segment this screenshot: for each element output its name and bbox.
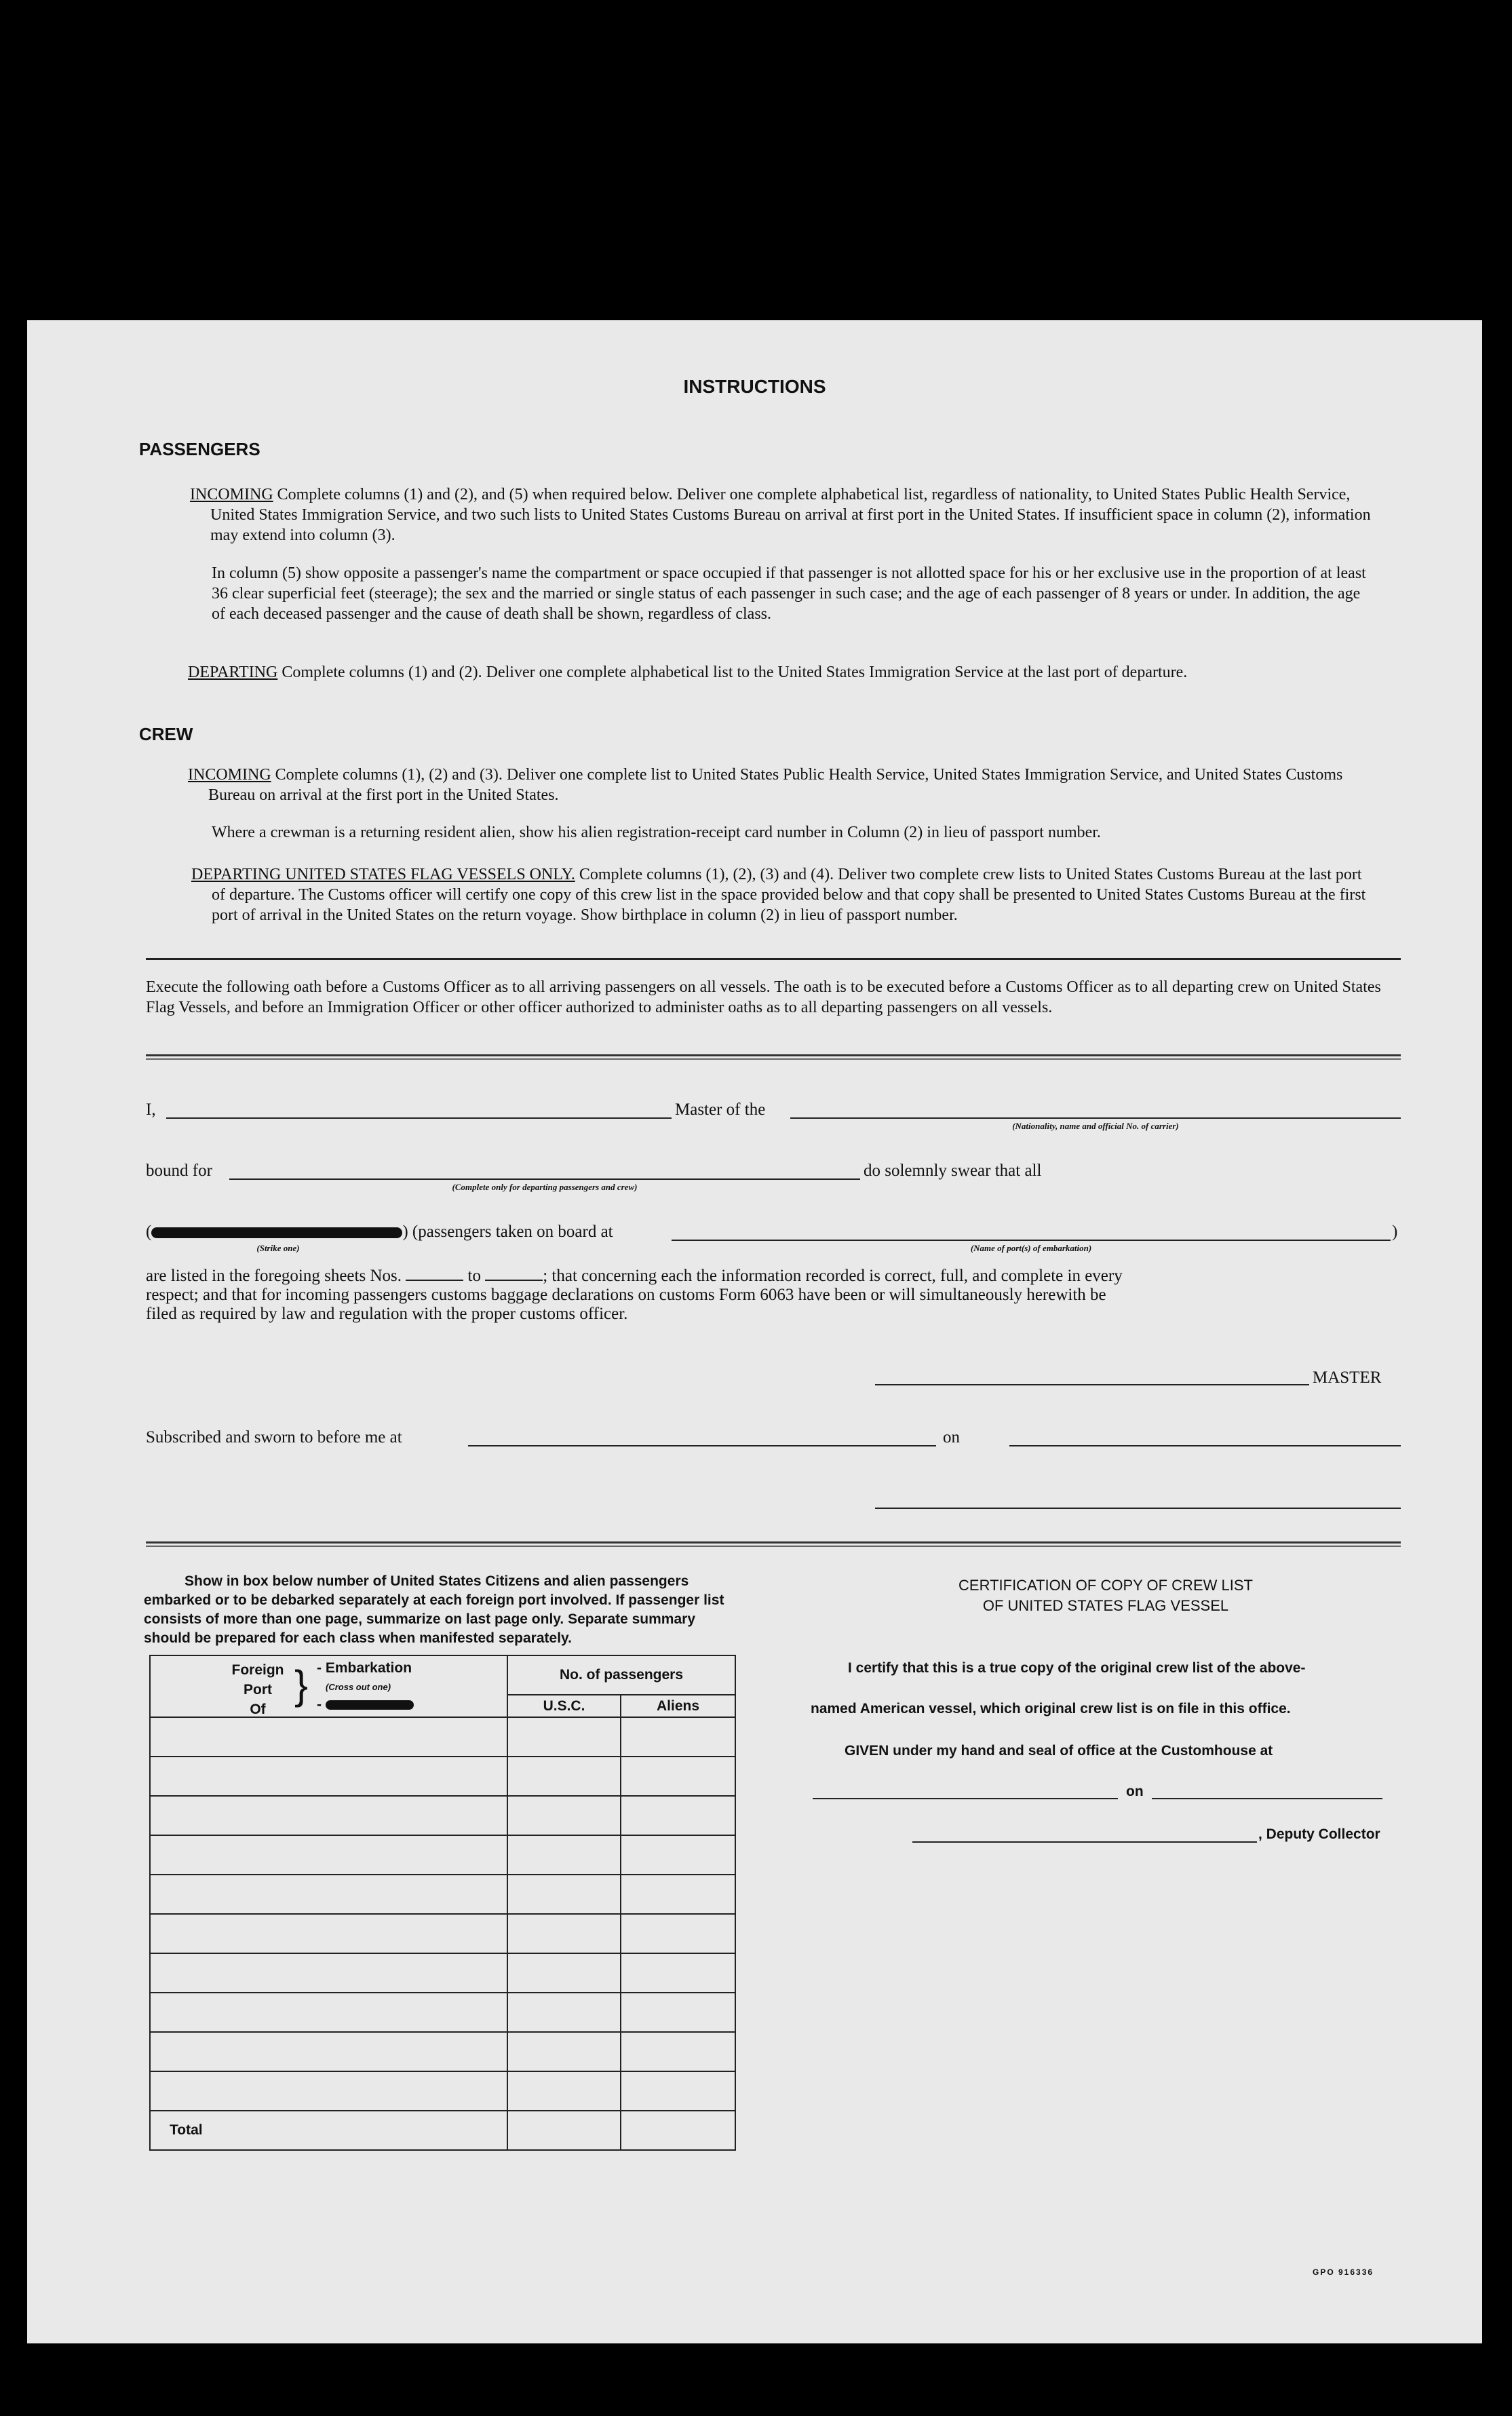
passengers-departing-text: Complete columns (1) and (2). Deliver one complete alphabetical list to the United States Immigration Service at the last port of departure. (277, 664, 1188, 681)
table-row (150, 1757, 735, 1796)
i-label: I, (146, 1100, 156, 1119)
gpo-code: GPO 916336 (1313, 2267, 1374, 2277)
swear-label: do solemnly swear that all (864, 1162, 1042, 1180)
table-row (150, 1993, 735, 2032)
redacted-mark (151, 1227, 402, 1238)
sworn-on-label: on (943, 1428, 960, 1446)
cert-date-field[interactable] (1152, 1798, 1382, 1799)
port-cell[interactable] (150, 1875, 507, 1914)
customhouse-field[interactable] (813, 1798, 1118, 1799)
port-cell[interactable] (150, 1953, 507, 1993)
table-row (150, 1796, 735, 1835)
aliens-cell[interactable] (621, 2032, 735, 2071)
no-passengers-header: No. of passengers (507, 1655, 735, 1695)
sheet-from-field[interactable] (406, 1280, 463, 1281)
master-label: MASTER (1313, 1368, 1382, 1387)
bound-for-label: bound for (146, 1162, 212, 1180)
divider (146, 1541, 1401, 1547)
port-cell[interactable] (150, 2032, 507, 2071)
passengers-heading: PASSENGERS (139, 439, 260, 459)
usc-cell[interactable] (507, 1717, 621, 1757)
column5-text: In column (5) show opposite a passenger's name the compartment or space occupied if that passenger is not allotted space for his or her exclusive use in the proportion of at least 36 clear superficial feet (steerage); the sex and the married or single status of each passenger in such case; and the age of each passenger of 8 years or under. In addition, the age of each deceased passenger and the cause of death shall be shown, regardless of class. (212, 564, 1366, 623)
certify-line3: GIVEN under my hand and seal of office at the Customhouse at (845, 1743, 1273, 1759)
summary-note: Show in box below number of United States Citizens and alien passengers embarked or to be debarked separately at each foreign port involved. If passenger list consists of more than one page, summarize on last page only. Separate summary should be prepared for each class when manifested separately. (144, 1573, 724, 1646)
passengers-incoming-paragraph (190, 484, 1374, 545)
crew-departing-text: Complete columns (1), (2), (3) and (4). Deliver two complete crew lists to United States Customs Bureau at the last port of departure. The Customs officer will certify one copy of this crew list in the space provided below and that copy shall be presented to United States Customs Bureau at the first port of arrival in the United States on the return voyage. Show birthplace in column (2) in lieu of passport number. (212, 866, 1366, 924)
deputy-signature-field[interactable] (912, 1841, 1257, 1843)
bound-for-field[interactable] (229, 1178, 860, 1180)
sworn-place-field[interactable] (468, 1445, 936, 1446)
table-row (150, 2032, 735, 2071)
paren-close: ) (1392, 1223, 1398, 1241)
instructions-title: INSTRUCTIONS (683, 376, 826, 397)
carrier-field[interactable] (790, 1117, 1401, 1119)
aliens-total-cell[interactable] (621, 2111, 735, 2150)
listed-rest: ; that concerning each the information recorded is correct, full, and complete in every (543, 1267, 1123, 1285)
crew-passengers-choice (146, 1223, 613, 1242)
master-of-label: Master of the (675, 1100, 766, 1119)
embarkation-label: - Embarkation (317, 1660, 412, 1676)
passengers-incoming-label: INCOMING (190, 486, 273, 503)
foreign-label: Foreign (231, 1662, 284, 1678)
foreign-port-header (150, 1655, 507, 1717)
table-row (150, 1875, 735, 1914)
total-row (150, 2111, 735, 2150)
usc-cell[interactable] (507, 1953, 621, 1993)
cert-on-label: on (1126, 1784, 1144, 1799)
form-page (27, 320, 1482, 2343)
usc-cell[interactable] (507, 1796, 621, 1835)
listed-line2: respect; and that for incoming passengers customs baggage declarations on customs Form 6063 have been or will simultaneously herewith be (146, 1286, 1106, 1304)
usc-cell[interactable] (507, 1993, 621, 2032)
table-row (150, 1953, 735, 1993)
crewman-paragraph (212, 822, 1374, 843)
certify-line1: I certify that this is a true copy of the original crew list of the above- (848, 1660, 1306, 1676)
certification-title-line2: OF UNITED STATES FLAG VESSEL (982, 1597, 1229, 1614)
aliens-cell[interactable] (621, 1993, 735, 2032)
officer-signature-field[interactable] (875, 1508, 1401, 1509)
aliens-cell[interactable] (621, 1796, 735, 1835)
table-row (150, 2071, 735, 2111)
column5-paragraph (212, 563, 1374, 624)
aliens-cell[interactable] (621, 1914, 735, 1953)
crew-heading: CREW (139, 724, 193, 744)
usc-cell[interactable] (507, 1914, 621, 1953)
crew-departing-label: DEPARTING UNITED STATES FLAG VESSELS ONLY. (191, 866, 575, 883)
deputy-collector-label: , Deputy Collector (1258, 1826, 1380, 1842)
total-label: Total (150, 2111, 507, 2150)
aliens-cell[interactable] (621, 1953, 735, 1993)
passenger-summary-table (149, 1655, 736, 2151)
aliens-cell[interactable] (621, 1875, 735, 1914)
usc-cell[interactable] (507, 1835, 621, 1875)
complete-only-caption: (Complete only for departing passengers and crew) (452, 1182, 638, 1192)
oath-intro: Execute the following oath before a Customs Officer as to all arriving passengers on all vessels. The oath is to be executed before a Customs Officer as to all departing crew on United States Flag Vessels, and before an Immigration Officer or other officer authorized to administer oaths as to all departing passengers on all vessels. (146, 978, 1381, 1016)
table-row (150, 1717, 735, 1757)
listed-line3: filed as required by law and regulation with the proper customs officer. (146, 1305, 628, 1323)
aliens-cell[interactable] (621, 1835, 735, 1875)
certification-title-line1: CERTIFICATION OF COPY OF CREW LIST (958, 1577, 1253, 1594)
port-cell[interactable] (150, 1993, 507, 2032)
port-cell[interactable] (150, 1717, 507, 1757)
crew-incoming-paragraph (188, 765, 1374, 805)
divider (146, 1054, 1401, 1060)
divider (146, 958, 1401, 960)
usc-header: U.S.C. (507, 1695, 621, 1717)
table-row (150, 1914, 735, 1953)
aliens-cell[interactable] (621, 1717, 735, 1757)
usc-cell[interactable] (507, 1757, 621, 1796)
crewman-text: Where a crewman is a returning resident alien, show his alien registration-receipt card number in Column (2) in lieu of passport number. (212, 824, 1101, 841)
usc-cell[interactable] (507, 1875, 621, 1914)
passengers-incoming-text: Complete columns (1) and (2), and (5) when required below. Deliver one complete alphabetical list, regardless of nationality, to United States Public Health Service, United States Immigration Service, and two such lists to United States Customs Bureau on arrival at first port in the United States. If insufficient space in column (2), information may extend into column (3). (210, 486, 1371, 544)
passengers-taken-label: ) (passengers taken on board at (402, 1223, 613, 1241)
paren-open: ( (146, 1223, 152, 1241)
usc-total-cell[interactable] (507, 2111, 621, 2150)
port-cell[interactable] (150, 1796, 507, 1835)
certify-line2: named American vessel, which original crew list is on file in this office. (811, 1701, 1291, 1717)
sheet-to-field[interactable] (485, 1280, 543, 1281)
debarkation-option: - (317, 1697, 414, 1713)
crew-incoming-label: INCOMING (188, 766, 271, 784)
usc-cell[interactable] (507, 2032, 621, 2071)
passengers-departing-label: DEPARTING (188, 664, 278, 681)
brace-glyph: } (294, 1662, 309, 1708)
port-cell[interactable] (150, 1914, 507, 1953)
redacted-mark (326, 1700, 414, 1710)
crew-incoming-text: Complete columns (1), (2) and (3). Deliver one complete list to United States Public Health Service, United States Immigration Service, and United States Customs Bureau on arrival at the first port in the United States. (208, 766, 1343, 804)
of-label: Of (250, 1702, 266, 1717)
port-caption: (Name of port(s) of embarkation) (970, 1243, 1092, 1253)
port-cell[interactable] (150, 1757, 507, 1796)
master-name-field[interactable] (166, 1117, 672, 1119)
table-row (150, 1835, 735, 1875)
port-label: Port (244, 1682, 272, 1698)
listed-text: are listed in the foregoing sheets Nos. (146, 1267, 402, 1285)
cross-out-caption: (Cross out one) (326, 1682, 391, 1692)
aliens-cell[interactable] (621, 1757, 735, 1796)
aliens-header: Aliens (621, 1695, 735, 1717)
port-cell[interactable] (150, 2071, 507, 2111)
subscribed-label: Subscribed and sworn to before me at (146, 1428, 402, 1446)
aliens-cell[interactable] (621, 2071, 735, 2111)
port-cell[interactable] (150, 1835, 507, 1875)
master-signature-field[interactable] (875, 1384, 1309, 1385)
passengers-departing-paragraph (188, 662, 1374, 683)
to-label: to (467, 1267, 481, 1285)
certification-title (807, 1575, 1404, 1616)
usc-cell[interactable] (507, 2071, 621, 2111)
nationality-caption: (Nationality, name and official No. of carrier) (1012, 1121, 1179, 1131)
listed-line1 (146, 1267, 1123, 1286)
strike-caption: (Strike one) (256, 1243, 300, 1253)
sworn-date-field[interactable] (1009, 1445, 1401, 1446)
port-field[interactable] (672, 1240, 1391, 1241)
crew-departing-paragraph (191, 864, 1374, 925)
